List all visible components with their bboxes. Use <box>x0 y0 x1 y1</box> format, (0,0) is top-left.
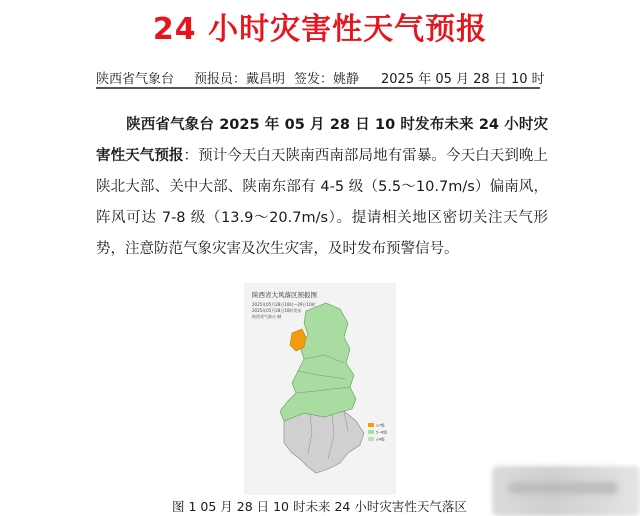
meta-line <box>96 68 545 89</box>
issuer: 签发：姚静 <box>294 72 360 87</box>
forecast-body <box>96 110 548 265</box>
wind-map <box>244 283 396 495</box>
office-name: 陕西省气象台 <box>96 72 175 87</box>
legend-label-high: ≥7级 <box>376 423 385 428</box>
legend-swatch-mid <box>368 430 374 434</box>
forecast-text: ：预计今天白天陕南西南部局地有雷暴。今天白天到晚上陕北大部、关中大部、陕南东部有 4-5 级（5.5～10.7m/s）偏南风，阵风可达 7-8 级（13.9～20.7m/s）。提请相关地区密切关注天气形势，注意防范气象灾害及次生灾害，及时发布预警信号。 <box>96 148 548 257</box>
figure-caption: 图 1 05 月 28 日 10 时未来 24 小时灾害性天气落区 <box>172 499 467 514</box>
issue-time: 2025 年 05 月 28 日 10 时 <box>381 72 545 87</box>
legend-swatch-high <box>368 423 374 427</box>
map-line2: 2025年05月28日10时发布 <box>252 308 302 313</box>
forecaster: 预报员：戴昌明 <box>194 72 286 87</box>
map-line3: 陕西省气象台 制 <box>252 314 282 319</box>
map-title: 陕西省大风落区预报图 <box>252 291 317 299</box>
legend-swatch-low <box>368 437 374 441</box>
forecast-lead: 陕西省气象台 2025 年 05 月 28 日 10 时发布未来 24 小时灾害性天气预报 <box>96 117 548 164</box>
region-low <box>284 411 364 473</box>
legend-label-mid: 5~6级 <box>376 430 387 435</box>
legend-label-low: ≤4级 <box>376 437 385 442</box>
wind-map-svg <box>244 283 396 495</box>
page-title: 24 小时灾害性天气预报 <box>152 12 488 47</box>
region-mid <box>280 303 356 421</box>
blurred-watermark-text <box>508 482 618 494</box>
map-line1: 2025年05月28日10时—29日10时 <box>252 302 316 307</box>
